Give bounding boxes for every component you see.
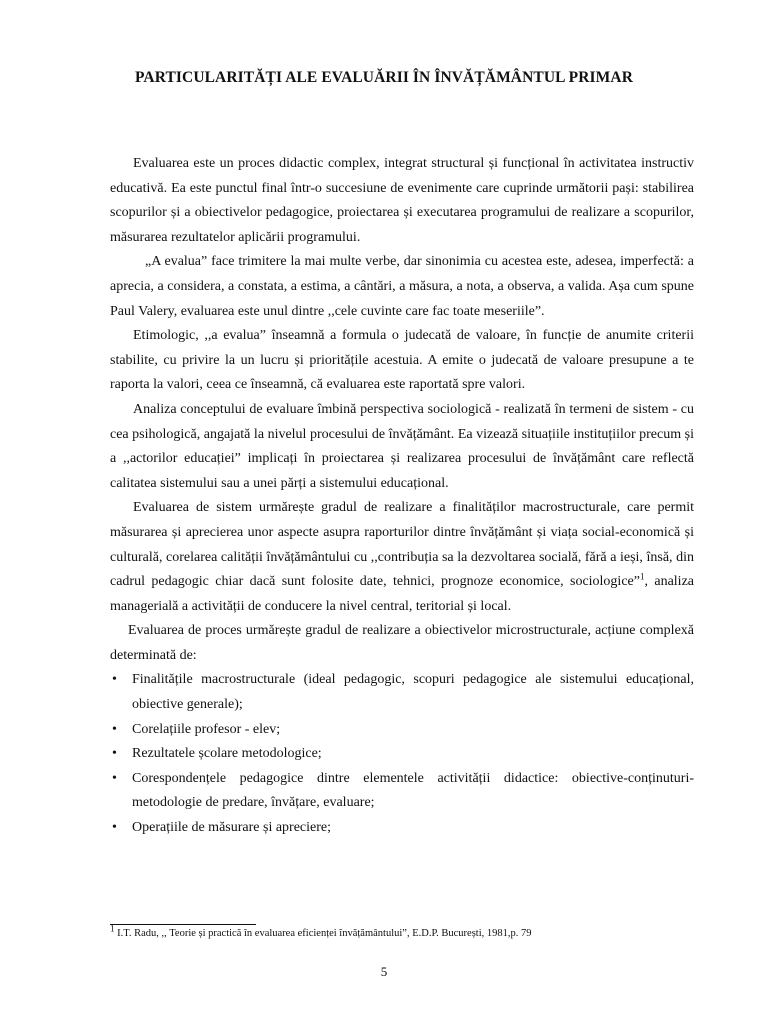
list-item-text: Corespondențele pedagogice dintre elementele activității didactice: obiective-conținuturi-metodologie de predare, învățare, evaluare; <box>132 770 694 811</box>
footnote-separator <box>110 924 256 925</box>
bullet-icon: • <box>112 672 117 688</box>
determinants-list <box>110 668 694 840</box>
bullet-icon: • <box>112 746 117 762</box>
footnote <box>110 923 694 941</box>
list-item-text: Rezultatele școlare metodologice; <box>132 746 322 762</box>
footnote-text: I.T. Radu, ,, Teorie și practică în evaluarea eficienței învățământului”, E.D.P. București, 1981,p. 79 <box>114 928 532 939</box>
paragraph-system-evaluation <box>110 496 694 619</box>
footnote-reference[interactable]: 1 <box>639 571 645 582</box>
list-item <box>110 816 694 841</box>
bullet-icon: • <box>112 820 117 836</box>
bullet-icon: • <box>112 770 117 786</box>
document-body <box>110 152 694 841</box>
list-item <box>110 718 694 743</box>
list-item <box>110 767 694 816</box>
footnote-number: 1 <box>110 923 115 934</box>
paragraph-synonyms: „A evalua” face trimitere la mai multe verbe, dar sinonimia cu acestea este, adesea, imperfectă: a aprecia, a considera, a constata, a estima, a cântări, a măsura, a nota, a observa, a valida. Așa cum spune Paul Valery, evaluarea este unul dintre ,,cele cuvinte care fac toate meseriile”. <box>110 254 694 319</box>
paragraph-definition: Evaluarea este un proces didactic complex, integrat structural și funcțional în activitatea instructiv educativă. Ea este punctul final într-o succesiune de evenimente care cuprinde următorii pași: stabilirea scopurilor și a obiectivelor pedagogice, proiectarea și executarea programului de realizare a scopurilor, măsurarea rezultatelor aplicării programului. <box>110 156 694 245</box>
paragraph-process-evaluation: Evaluarea de proces urmărește gradul de realizare a obiectivelor microstructurale, acțiune complexă determinată de: <box>110 623 694 663</box>
paragraph-system-text-cont: , analiza managerială a activității de conducere la nivel central, teritorial și local. <box>110 574 694 614</box>
list-item <box>110 668 694 717</box>
page-number: 5 <box>380 964 388 979</box>
list-item-text: Corelațiile profesor - elev; <box>132 721 281 737</box>
document-title: PARTICULARITĂȚI ALE EVALUĂRII ÎN ÎNVĂȚĂMÂNTUL PRIMAR <box>135 69 633 86</box>
bullet-icon: • <box>112 721 117 737</box>
list-item-text: Finalitățile macrostructurale (ideal pedagogic, scopuri pedagogice ale sistemului educațional, obiective generale); <box>132 672 694 713</box>
list-item <box>110 742 694 767</box>
paragraph-etymology: Etimologic, ,,a evalua” înseamnă a formula o judecată de valoare, în funcție de anumite criterii stabilite, cu privire la un lucru și prioritățile acestuia. A emite o judecată de valoare presupune a te raporta la valori, ceea ce înseamnă, că evaluarea este raportată spre valori. <box>110 328 694 393</box>
list-item-text: Operațiile de măsurare și apreciere; <box>132 820 332 836</box>
paragraph-concept-analysis: Analiza conceptului de evaluare îmbină perspectiva sociologică - realizată în termeni de sistem - cu cea psihologică, angajată la nivelul procesului de învățământ. Ea vizează situațiile instituțiilor precum și a ,,actorilor educației” implicați în proiectarea și realizarea procesului de învățământ care reflectă calitatea sistemului sau a unei părți a sistemului educațional. <box>110 401 694 491</box>
paragraph-system-text: Evaluarea de sistem urmărește gradul de realizare a finalităților macrostructurale, care permit măsurarea și aprecierea unor aspecte asupra raporturilor dintre învățământ și viața social-economică și culturală, corelarea calității învățământului cu ,,contribuția sa la dezvoltarea socială, fără a ieși, însă, din cadrul pedagogic chiar dacă sunt folosite date, tehnici, prognoze economice, sociologice” <box>110 500 694 590</box>
